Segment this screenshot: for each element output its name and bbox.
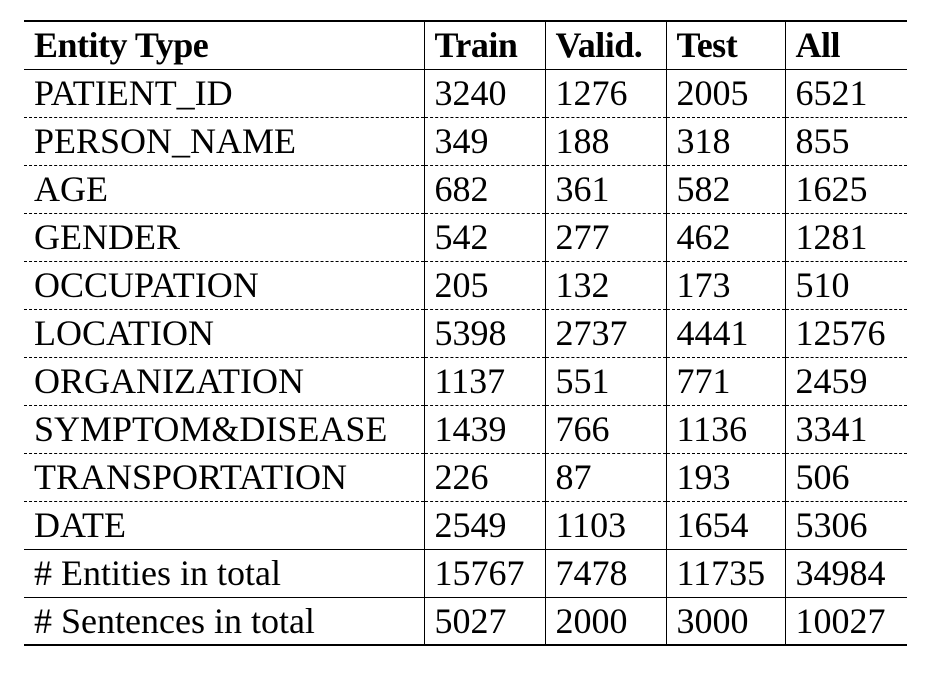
table-row bbox=[24, 261, 907, 309]
cell-train: 205 bbox=[424, 261, 545, 309]
cell-train: 1439 bbox=[424, 405, 545, 453]
cell-entity-type: LOCATION bbox=[24, 309, 424, 357]
cell-all: 34984 bbox=[785, 549, 907, 597]
cell-valid: 188 bbox=[545, 117, 666, 165]
cell-all: 2459 bbox=[785, 357, 907, 405]
cell-valid: 2000 bbox=[545, 597, 666, 645]
table-row bbox=[24, 453, 907, 501]
cell-valid: 132 bbox=[545, 261, 666, 309]
cell-all: 12576 bbox=[785, 309, 907, 357]
cell-test: 582 bbox=[666, 165, 785, 213]
header-train: Train bbox=[424, 21, 545, 69]
cell-train: 3240 bbox=[424, 69, 545, 117]
cell-valid: 277 bbox=[545, 213, 666, 261]
cell-entity-type: PERSON_NAME bbox=[24, 117, 424, 165]
cell-entity-type: SYMPTOM&DISEASE bbox=[24, 405, 424, 453]
cell-test: 3000 bbox=[666, 597, 785, 645]
cell-test: 4441 bbox=[666, 309, 785, 357]
cell-train: 15767 bbox=[424, 549, 545, 597]
cell-test: 462 bbox=[666, 213, 785, 261]
total-rows bbox=[24, 549, 907, 645]
entity-rows bbox=[24, 69, 907, 549]
cell-all: 1625 bbox=[785, 165, 907, 213]
cell-valid: 361 bbox=[545, 165, 666, 213]
cell-valid: 551 bbox=[545, 357, 666, 405]
table-row bbox=[24, 501, 907, 549]
header-all: All bbox=[785, 21, 907, 69]
table-row bbox=[24, 165, 907, 213]
cell-entity-type: GENDER bbox=[24, 213, 424, 261]
cell-test: 173 bbox=[666, 261, 785, 309]
cell-entity-type: OCCUPATION bbox=[24, 261, 424, 309]
cell-valid: 7478 bbox=[545, 549, 666, 597]
cell-test: 193 bbox=[666, 453, 785, 501]
cell-entity-type: AGE bbox=[24, 165, 424, 213]
cell-entity-type: ORGANIZATION bbox=[24, 357, 424, 405]
cell-train: 542 bbox=[424, 213, 545, 261]
header-row bbox=[24, 21, 907, 69]
cell-all: 5306 bbox=[785, 501, 907, 549]
table-row bbox=[24, 69, 907, 117]
total-row bbox=[24, 549, 907, 597]
cell-valid: 2737 bbox=[545, 309, 666, 357]
cell-entity-type: # Entities in total bbox=[24, 549, 424, 597]
header-valid: Valid. bbox=[545, 21, 666, 69]
cell-train: 5027 bbox=[424, 597, 545, 645]
cell-test: 318 bbox=[666, 117, 785, 165]
cell-valid: 766 bbox=[545, 405, 666, 453]
cell-train: 2549 bbox=[424, 501, 545, 549]
cell-train: 5398 bbox=[424, 309, 545, 357]
cell-test: 2005 bbox=[666, 69, 785, 117]
table-row bbox=[24, 117, 907, 165]
cell-train: 1137 bbox=[424, 357, 545, 405]
total-row bbox=[24, 597, 907, 645]
cell-test: 1136 bbox=[666, 405, 785, 453]
cell-entity-type: PATIENT_ID bbox=[24, 69, 424, 117]
table-header bbox=[24, 21, 907, 69]
cell-test: 771 bbox=[666, 357, 785, 405]
cell-test: 11735 bbox=[666, 549, 785, 597]
table-row bbox=[24, 309, 907, 357]
cell-valid: 1103 bbox=[545, 501, 666, 549]
cell-all: 6521 bbox=[785, 69, 907, 117]
table-row bbox=[24, 357, 907, 405]
cell-all: 510 bbox=[785, 261, 907, 309]
cell-train: 226 bbox=[424, 453, 545, 501]
cell-all: 1281 bbox=[785, 213, 907, 261]
cell-entity-type: # Sentences in total bbox=[24, 597, 424, 645]
cell-test: 1654 bbox=[666, 501, 785, 549]
table-row bbox=[24, 405, 907, 453]
cell-all: 3341 bbox=[785, 405, 907, 453]
cell-all: 506 bbox=[785, 453, 907, 501]
cell-all: 10027 bbox=[785, 597, 907, 645]
header-entity-type: Entity Type bbox=[24, 21, 424, 69]
cell-valid: 1276 bbox=[545, 69, 666, 117]
cell-valid: 87 bbox=[545, 453, 666, 501]
cell-train: 682 bbox=[424, 165, 545, 213]
cell-all: 855 bbox=[785, 117, 907, 165]
cell-train: 349 bbox=[424, 117, 545, 165]
cell-entity-type: TRANSPORTATION bbox=[24, 453, 424, 501]
table-row bbox=[24, 213, 907, 261]
header-test: Test bbox=[666, 21, 785, 69]
entity-statistics-table bbox=[24, 20, 907, 646]
cell-entity-type: DATE bbox=[24, 501, 424, 549]
